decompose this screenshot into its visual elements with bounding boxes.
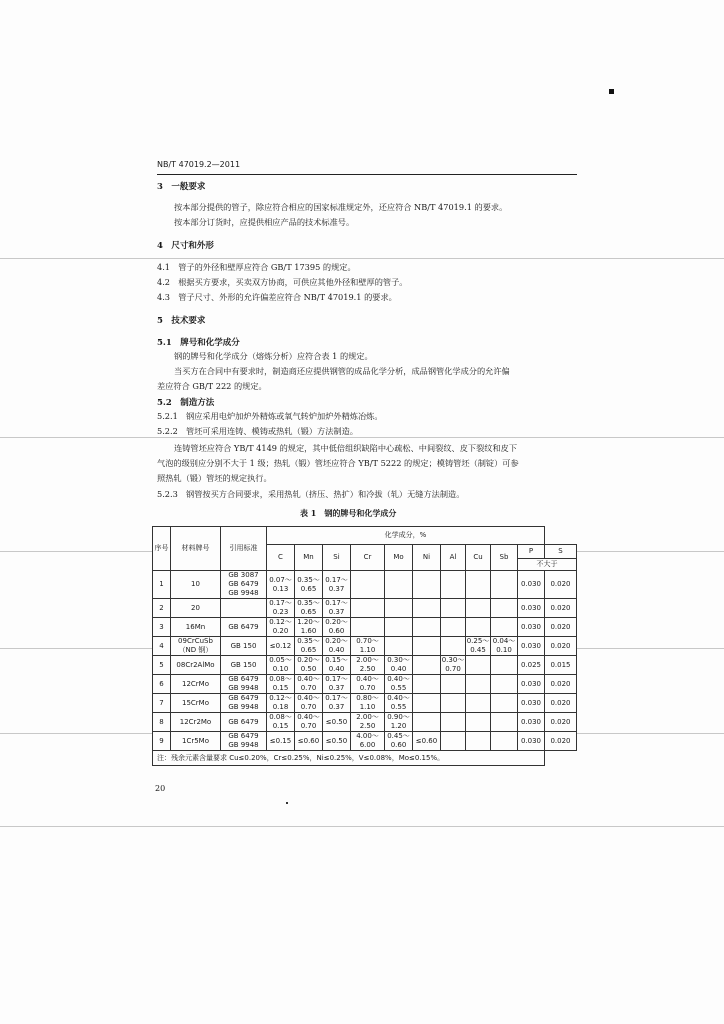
s3-paragraph-1: 按本部分提供的管子，除应符合相应的国家标准规定外，还应符合 NB/T 47019.1 的要求。 bbox=[174, 202, 508, 212]
cell-cr bbox=[351, 571, 385, 599]
scan-artifact-line bbox=[577, 733, 724, 734]
cell-ni bbox=[413, 713, 441, 732]
table-row bbox=[153, 618, 577, 637]
header-element: Al bbox=[441, 545, 466, 571]
s5-2-2: 5.2.2 管坯可采用连铸、模铸或热轧（锻）方法制造。 bbox=[157, 426, 358, 436]
scan-artifact-line bbox=[0, 826, 724, 827]
cell-mo bbox=[385, 618, 413, 637]
cell-mo: 0.90～ 1.20 bbox=[385, 713, 413, 732]
cell-si: 0.15～ 0.40 bbox=[323, 656, 351, 675]
cell-p: 0.025 bbox=[518, 656, 545, 675]
chemical-composition-table bbox=[152, 526, 577, 766]
header-chem: 化学成分，% bbox=[267, 527, 545, 545]
cell-cu: 0.25～ 0.45 bbox=[466, 637, 490, 654]
cell-c: ≤0.12 bbox=[267, 637, 295, 656]
header-element: Cu bbox=[466, 545, 491, 571]
cell-standard: GB 150 bbox=[221, 637, 267, 656]
table-note: 注：残余元素含量要求 Cu≤0.20%，Cr≤0.25%，Ni≤0.25%，V≤0.08%，Mo≤0.15%。 bbox=[153, 751, 545, 766]
header-not-greater: 不大于 bbox=[518, 559, 577, 571]
scan-artifact-line bbox=[577, 551, 724, 552]
s5-1-paragraph-2a: 当买方在合同中有要求时，制造商还应提供钢管的成品化学分析，成品钢管化学成分的允许偏 bbox=[174, 366, 510, 376]
cell-s: 0.020 bbox=[545, 599, 577, 618]
cell-al bbox=[441, 732, 466, 751]
cell-sb: 0.04～ 0.10 bbox=[491, 637, 518, 656]
cell-c: 0.17～ 0.23 bbox=[267, 599, 295, 618]
cell-mn: 0.35～ 0.65 bbox=[295, 599, 323, 618]
cell-p: 0.030 bbox=[518, 694, 545, 713]
scan-artifact-line bbox=[577, 648, 724, 649]
cell-grade: 1Cr5Mo bbox=[171, 732, 221, 751]
cell-sb bbox=[491, 713, 518, 732]
cell-seq: 4 bbox=[153, 637, 171, 656]
cell-grade: 12CrMo bbox=[171, 675, 221, 694]
cell-cu bbox=[466, 656, 491, 675]
s4-1: 4.1 管子的外径和壁厚应符合 GB/T 17395 的规定。 bbox=[157, 262, 356, 272]
cell-ni bbox=[413, 675, 441, 694]
cell-cr: 2.00～ 2.50 bbox=[351, 656, 385, 675]
table-row bbox=[153, 637, 577, 656]
cell-mo: 0.45～ 0.60 bbox=[385, 732, 413, 751]
cell-cu bbox=[466, 713, 491, 732]
cell-s: 0.020 bbox=[545, 694, 577, 713]
cell-standard: GB 6479 bbox=[221, 618, 267, 637]
cell-seq: 9 bbox=[153, 732, 171, 751]
header-element: Mo bbox=[385, 545, 413, 571]
scan-artifact-line bbox=[0, 733, 152, 734]
cell-seq: 7 bbox=[153, 694, 171, 713]
header-grade: 材料牌号 bbox=[171, 527, 221, 571]
s5-1-paragraph-1: 钢的牌号和化学成分（熔炼分析）应符合表 1 的规定。 bbox=[174, 351, 373, 361]
cell-c: 0.07～ 0.13 bbox=[267, 571, 295, 599]
scan-artifact-line bbox=[0, 648, 152, 649]
cell-s: 0.020 bbox=[545, 713, 577, 732]
cell-cr: 2.00～ 2.50 bbox=[351, 713, 385, 732]
cell-mn: 0.40～ 0.70 bbox=[295, 713, 323, 732]
cell-si: 0.20～ 0.40 bbox=[323, 637, 351, 656]
cell-cr: 0.70～ 1.10 bbox=[351, 637, 385, 656]
cell-mn: 0.40～ 0.70 bbox=[295, 694, 323, 713]
cell-cr: 4.00～ 6.00 bbox=[351, 732, 385, 751]
header-element: P bbox=[518, 545, 545, 559]
cell-si: ≤0.50 bbox=[323, 732, 351, 751]
table-row bbox=[153, 713, 577, 732]
cell-al bbox=[441, 713, 466, 732]
cell-si: ≤0.50 bbox=[323, 713, 351, 732]
header-element: Cr bbox=[351, 545, 385, 571]
cell-standard: GB 150 bbox=[221, 656, 267, 675]
cell-grade: 20 bbox=[171, 599, 221, 618]
section-5-title: 5 技术要求 bbox=[157, 316, 206, 326]
cell-si: 0.20～ 0.60 bbox=[323, 618, 351, 637]
cell-sb bbox=[491, 732, 518, 751]
section-4-title: 4 尺寸和外形 bbox=[157, 241, 214, 251]
cell-p: 0.030 bbox=[518, 618, 545, 637]
cell-c: 0.12～ 0.20 bbox=[267, 618, 295, 637]
cell-si: 0.17～ 0.37 bbox=[323, 599, 351, 618]
cell-si: 0.17～ 0.37 bbox=[323, 675, 351, 694]
cell-cu bbox=[466, 675, 491, 694]
cell-mo bbox=[385, 599, 413, 618]
cell-mo bbox=[385, 571, 413, 599]
header-element: Mn bbox=[295, 545, 323, 571]
scan-mark bbox=[609, 89, 614, 94]
cell-c: 0.08～ 0.15 bbox=[267, 713, 295, 732]
cell-seq: 2 bbox=[153, 599, 171, 618]
cell-sb bbox=[491, 694, 518, 713]
cell-grade: 15CrMo bbox=[171, 694, 221, 713]
cell-mo bbox=[385, 637, 413, 656]
cell-cu bbox=[466, 571, 491, 599]
cell-ni bbox=[413, 571, 441, 599]
cell-mn: 0.20～ 0.50 bbox=[295, 656, 323, 675]
cell-grade: 10 bbox=[171, 571, 221, 599]
s5-1-title: 5.1 牌号和化学成分 bbox=[157, 338, 240, 348]
cell-al bbox=[441, 675, 466, 694]
cell-seq: 5 bbox=[153, 656, 171, 675]
s5-2-title: 5.2 制造方法 bbox=[157, 398, 215, 408]
standard-number: NB/T 47019.2—2011 bbox=[157, 160, 241, 169]
cell-cr: 0.80～ 1.10 bbox=[351, 694, 385, 713]
cell-al bbox=[441, 637, 466, 656]
cell-grade: 12Cr2Mo bbox=[171, 713, 221, 732]
cell-cr: 0.40～ 0.70 bbox=[351, 675, 385, 694]
cell-al bbox=[441, 599, 466, 618]
s3-paragraph-2: 按本部分订货时，应提供相应产品的技术标准号。 bbox=[174, 217, 355, 227]
cell-p: 0.030 bbox=[518, 571, 545, 599]
cell-s: 0.020 bbox=[545, 675, 577, 694]
section-3-title: 3 一般要求 bbox=[157, 182, 206, 192]
table-row bbox=[153, 732, 577, 751]
cell-sb bbox=[491, 571, 518, 599]
s5-2-2-paragraph-1: 连铸管坯应符合 YB/T 4149 的规定，其中低倍组织缺陷中心疏松、中间裂纹、皮下裂纹和皮下 bbox=[174, 443, 518, 453]
header-element: C bbox=[267, 545, 295, 571]
cell-p: 0.030 bbox=[518, 732, 545, 751]
cell-sb bbox=[491, 656, 518, 675]
cell-standard bbox=[221, 599, 267, 618]
s5-2-2-paragraph-3: 照热轧（锻）管坯的规定执行。 bbox=[157, 473, 272, 483]
cell-si: 0.17～ 0.37 bbox=[323, 694, 351, 713]
cell-grade: 09CrCuSb （ND 钢） bbox=[171, 637, 221, 656]
cell-seq: 1 bbox=[153, 571, 171, 599]
cell-mn: 0.40～ 0.70 bbox=[295, 675, 323, 694]
cell-al bbox=[441, 571, 466, 599]
cell-mn: 1.20～ 1.60 bbox=[295, 618, 323, 637]
cell-ni bbox=[413, 637, 441, 656]
cell-c: ≤0.15 bbox=[267, 732, 295, 751]
cell-s: 0.020 bbox=[545, 618, 577, 637]
scan-artifact-line bbox=[0, 437, 724, 438]
scan-speck bbox=[286, 802, 288, 804]
cell-standard: GB 6479 bbox=[221, 713, 267, 732]
cell-seq: 8 bbox=[153, 713, 171, 732]
cell-al bbox=[441, 694, 466, 713]
cell-ni bbox=[413, 618, 441, 637]
cell-p: 0.030 bbox=[518, 637, 545, 656]
cell-grade: 16Mn bbox=[171, 618, 221, 637]
header-element: Ni bbox=[413, 545, 441, 571]
cell-c: 0.12～ 0.18 bbox=[267, 694, 295, 713]
cell-ni bbox=[413, 656, 441, 675]
scan-artifact-line bbox=[0, 258, 724, 259]
cell-grade: 08Cr2AlMo bbox=[171, 656, 221, 675]
cell-cr bbox=[351, 618, 385, 637]
cell-si: 0.17～ 0.37 bbox=[323, 571, 351, 599]
header-element: Sb bbox=[491, 545, 518, 571]
s4-2: 4.2 根据买方要求，买卖双方协商，可供应其他外径和壁厚的管子。 bbox=[157, 277, 408, 287]
cell-mn: ≤0.60 bbox=[295, 732, 323, 751]
cell-standard: GB 3087 GB 6479 GB 9948 bbox=[221, 571, 267, 599]
cell-cu bbox=[466, 694, 491, 713]
cell-standard: GB 6479 GB 9948 bbox=[221, 675, 267, 694]
header-standard: 引用标准 bbox=[221, 527, 267, 571]
header-seq: 序号 bbox=[153, 527, 171, 571]
cell-s: 0.015 bbox=[545, 656, 577, 675]
cell-cr bbox=[351, 599, 385, 618]
table-row bbox=[153, 694, 577, 713]
cell-al bbox=[441, 618, 466, 637]
s5-1-paragraph-2b: 差应符合 GB/T 222 的规定。 bbox=[157, 381, 267, 391]
cell-sb bbox=[491, 599, 518, 618]
s5-2-2-paragraph-2: 气泡的级别应分别不大于 1 级；热轧（锻）管坯应符合 YB/T 5222 的规定；模铸管坯（制锭）可参 bbox=[157, 458, 519, 468]
scan-artifact-line bbox=[0, 551, 152, 552]
cell-s: 0.020 bbox=[545, 637, 577, 656]
cell-sb bbox=[491, 618, 518, 637]
table-row bbox=[153, 675, 577, 694]
cell-ni bbox=[413, 599, 441, 618]
cell-mn: 0.35～ 0.65 bbox=[295, 637, 323, 656]
s5-2-1: 5.2.1 钢应采用电炉加炉外精炼或氧气转炉加炉外精炼冶炼。 bbox=[157, 411, 383, 421]
header-rule bbox=[157, 174, 577, 175]
cell-p: 0.030 bbox=[518, 599, 545, 618]
cell-al: 0.30～ 0.70 bbox=[441, 656, 465, 673]
header-element: S bbox=[545, 545, 577, 559]
cell-s: 0.020 bbox=[545, 732, 577, 751]
cell-mo: 0.40～ 0.55 bbox=[385, 675, 413, 694]
cell-cu bbox=[466, 732, 491, 751]
cell-s: 0.020 bbox=[545, 571, 577, 599]
cell-seq: 6 bbox=[153, 675, 171, 694]
table-row bbox=[153, 599, 577, 618]
cell-standard: GB 6479 GB 9948 bbox=[221, 694, 267, 713]
cell-cu bbox=[466, 618, 491, 637]
s4-3: 4.3 管子尺寸、外形的允许偏差应符合 NB/T 47019.1 的要求。 bbox=[157, 292, 397, 302]
cell-p: 0.030 bbox=[518, 713, 545, 732]
cell-c: 0.05～ 0.10 bbox=[267, 656, 295, 675]
table-row bbox=[153, 571, 577, 599]
cell-mo: 0.40～ 0.55 bbox=[385, 694, 413, 713]
cell-p: 0.030 bbox=[518, 675, 545, 694]
cell-seq: 3 bbox=[153, 618, 171, 637]
cell-ni bbox=[413, 694, 441, 713]
cell-sb bbox=[491, 675, 518, 694]
table-row bbox=[153, 656, 577, 675]
cell-mo: 0.30～ 0.40 bbox=[385, 656, 413, 675]
cell-c: 0.08～ 0.15 bbox=[267, 675, 295, 694]
cell-ni: ≤0.60 bbox=[413, 732, 441, 751]
cell-mn: 0.35～ 0.65 bbox=[295, 571, 323, 599]
cell-cu bbox=[466, 599, 491, 618]
cell-standard: GB 6479 GB 9948 bbox=[221, 732, 267, 751]
table-caption: 表 1 钢的牌号和化学成分 bbox=[300, 508, 397, 518]
header-element: Si bbox=[323, 545, 351, 571]
s5-2-3: 5.2.3 钢管按买方合同要求，采用热轧（挤压、热扩）和冷拔（轧）无缝方法制造。 bbox=[157, 489, 465, 499]
page-number: 20 bbox=[155, 784, 166, 793]
